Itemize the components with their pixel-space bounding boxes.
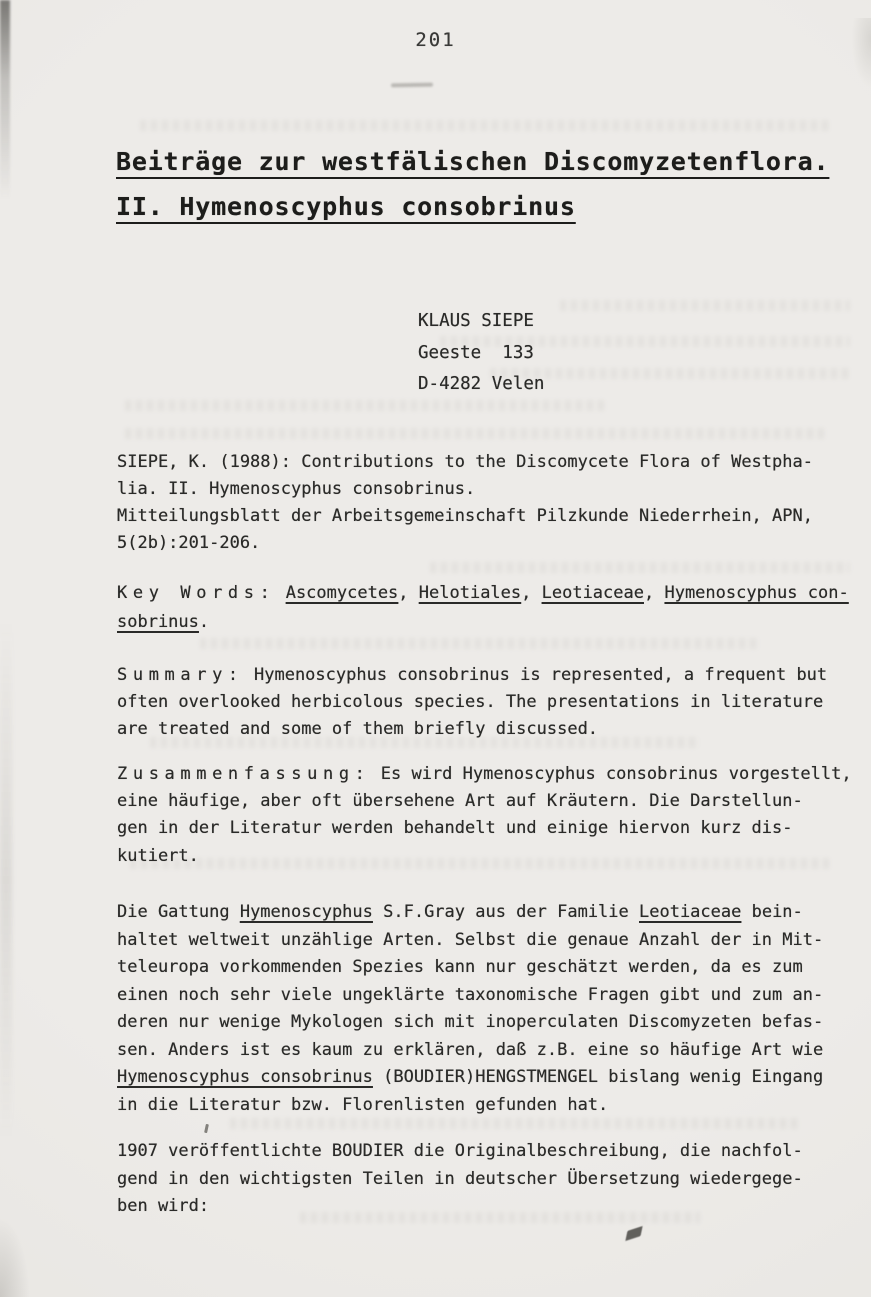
species-name: Hymenoscyphus consobrinus <box>117 1067 373 1087</box>
keywords-separator: , <box>398 583 419 603</box>
keywords-line <box>117 579 849 608</box>
bleedthrough-artifact <box>125 428 825 439</box>
body-line: deren nur wenige Mykologen sich mit inoperculaten Discomyzeten befas- <box>117 1012 824 1032</box>
article-title-line1: Beiträge zur westfälischen Discomyzetenflora. <box>116 147 830 176</box>
author-address-street: Geeste 133 <box>418 342 534 363</box>
body-line: haltet weltweit unzählige Arten. Selbst die genaue Anzahl der in Mit- <box>117 929 824 950</box>
body-text: S.F.Gray aus der Familie <box>372 902 639 922</box>
keywords-block <box>117 579 849 637</box>
body-line: einen noch sehr viele ungeklärte taxonomische Fragen gibt und zum an- <box>117 984 824 1005</box>
body-line <box>117 899 823 927</box>
summary-block <box>117 662 827 744</box>
body-line <box>117 1064 823 1092</box>
body-text: Die Gattung <box>117 902 240 922</box>
keywords-label: Key Words: <box>117 583 276 603</box>
citation-line: 5(2b):201-206. <box>117 533 261 553</box>
bleedthrough-artifact <box>430 562 850 573</box>
article-title <box>116 139 829 229</box>
summary-line: are treated and some of them briefly discussed. <box>117 719 599 740</box>
body-line: 1907 veröffentlichte BOUDIER die Originalbeschreibung, die nachfol- <box>117 1141 803 1161</box>
body-line: gend in den wichtigsten Teilen in deutscher Übersetzung wiedergege- <box>117 1168 803 1189</box>
author-name: KLAUS SIEPE <box>418 311 534 331</box>
genus-name: Hymenoscyphus <box>239 902 373 922</box>
zusammenfassung-line: kutiert. <box>117 845 199 866</box>
body-paragraph-1 <box>117 899 823 1119</box>
keywords-separator: , <box>521 583 542 603</box>
keyword-term: sobrinus <box>117 612 199 632</box>
keywords-separator: , <box>643 583 665 603</box>
family-name: Leotiaceae <box>639 902 742 922</box>
body-line: ben wird: <box>117 1196 210 1216</box>
body-line: teleuropa vorkommenden Spezies kann nur geschätzt werden, da es zum <box>117 957 803 977</box>
citation-block <box>117 449 813 557</box>
author-block <box>418 306 544 401</box>
citation-line: lia. II. Hymenoscyphus consobrinus. <box>117 479 476 499</box>
scan-corner-shade <box>0 1217 30 1297</box>
faint-mark <box>391 83 433 88</box>
page-number: 201 <box>415 29 456 51</box>
keywords-line <box>117 608 849 637</box>
bleedthrough-artifact <box>200 638 760 649</box>
ink-smudge <box>625 1226 642 1241</box>
body-line: sen. Anders ist es kaum zu erklären, daß z.B. eine so häufige Art wie <box>117 1039 824 1060</box>
bleedthrough-artifact <box>230 1118 800 1129</box>
zusammenfassung-block <box>117 761 852 870</box>
summary-label: Summary: <box>117 665 244 685</box>
keyword-term: Leotiaceae <box>541 583 644 603</box>
body-line: in die Literatur bzw. Florenlisten gefunden hat. <box>117 1094 609 1115</box>
article-title-line2: II. Hymenoscyphus consobrinus <box>116 192 576 221</box>
zusammenfassung-line: gen in der Literatur werden behandelt und einige hiervon kurz dis- <box>117 818 793 839</box>
summary-line: often overlooked herbicolous species. The presentations in literature <box>117 692 824 713</box>
scan-artifact-mark <box>204 1124 209 1133</box>
body-text: (BOUDIER)HENGSTMENGEL bislang wenig Eingang <box>372 1067 824 1087</box>
keyword-term: Ascomycetes <box>285 583 399 603</box>
keywords-terminator: . <box>198 612 210 632</box>
zusammenfassung-text: Es wird Hymenoscyphus consobrinus vorgestellt, <box>370 764 852 784</box>
citation-line: SIEPE, K. (1988): Contributions to the Discomycete Flora of Westpha- <box>117 452 813 472</box>
bleedthrough-artifact <box>560 300 850 311</box>
summary-text: Hymenoscyphus consobrinus is represented, a frequent but <box>243 665 828 685</box>
keyword-term: Helotiales <box>418 583 522 603</box>
citation-line: Mitteilungsblatt der Arbeitsgemeinschaft Pilzkunde Niederrhein, APN, <box>117 506 813 526</box>
bleedthrough-artifact <box>140 120 830 131</box>
body-paragraph-2 <box>117 1138 803 1221</box>
summary-line <box>117 662 827 689</box>
author-address-city: D-4282 Velen <box>418 374 545 394</box>
zusammenfassung-label: Zusammenfassung: <box>117 764 371 784</box>
bleedthrough-artifact <box>125 400 605 411</box>
keyword-term: Hymenoscyphus con- <box>664 583 849 603</box>
zusammenfassung-line: eine häufige, aber oft übersehene Art auf Kräutern. Die Darstellun- <box>117 791 803 812</box>
scan-edge-shadow <box>0 620 12 1140</box>
keywords-separator <box>275 583 285 603</box>
zusammenfassung-line <box>117 761 852 788</box>
body-text: bein- <box>741 902 803 922</box>
